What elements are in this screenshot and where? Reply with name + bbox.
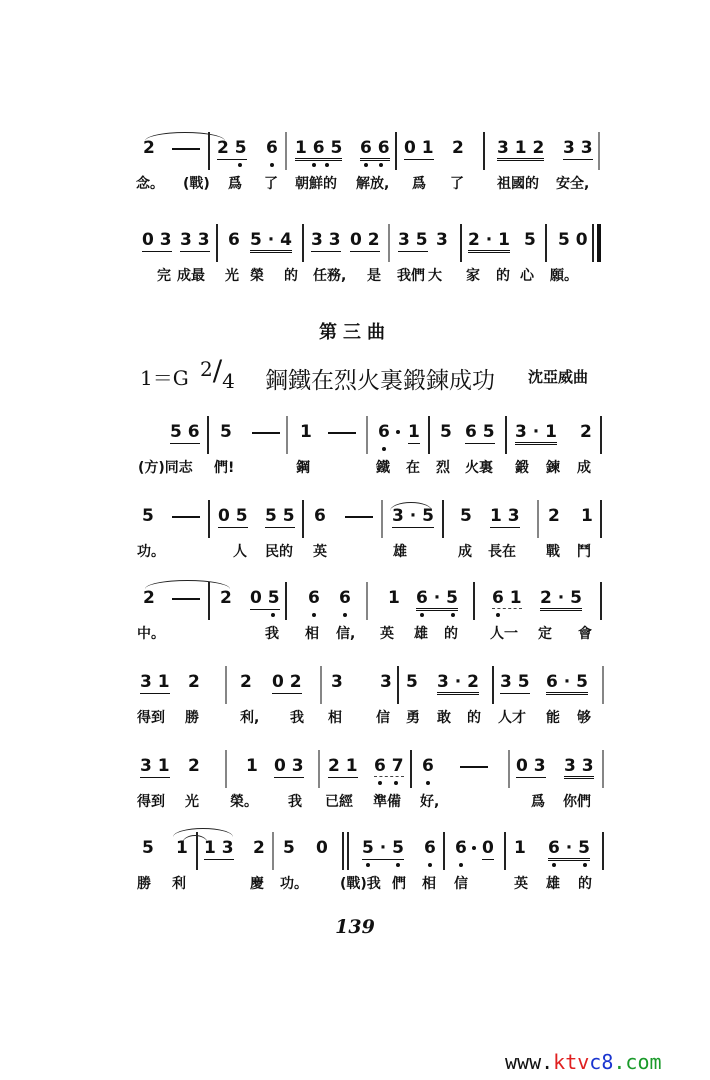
lyric: 了	[450, 176, 464, 192]
lyric: 安全,	[556, 176, 590, 192]
lyric: 勝	[185, 710, 199, 726]
lyric: 鬥	[577, 544, 591, 560]
lyric: 得到	[137, 794, 165, 810]
note: 2	[253, 838, 265, 858]
lyric: 英	[380, 626, 394, 642]
low-octave-dot	[238, 163, 242, 167]
composer: 沈亞威曲	[528, 368, 589, 386]
barline	[410, 750, 412, 788]
note: 3	[380, 672, 392, 692]
lyric: 我們	[397, 268, 425, 284]
low-octave-dot	[325, 163, 329, 167]
low-octave-dot	[312, 163, 316, 167]
lyric: 我	[288, 794, 302, 810]
barline	[302, 224, 304, 262]
note-group: 6 · 5	[546, 672, 588, 695]
lyric: 在	[406, 460, 420, 476]
barline	[504, 832, 506, 870]
time-signature-top: 2	[200, 357, 213, 381]
note: 2	[188, 672, 200, 692]
note: 6	[228, 230, 240, 250]
lyric: 相	[305, 626, 319, 642]
note: 6	[378, 422, 390, 442]
barline	[366, 416, 368, 454]
note: 6	[422, 756, 434, 776]
lyric: 火裏	[465, 460, 493, 476]
barline	[225, 750, 227, 788]
note-group: 3 · 5	[392, 506, 434, 526]
lyric: 祖國的	[497, 176, 539, 192]
lyric: 的	[284, 268, 298, 284]
watermark-c8: c8	[589, 1050, 614, 1074]
low-octave-dot	[271, 613, 275, 617]
notation	[0, 580, 710, 620]
low-octave-dot	[378, 781, 382, 785]
barline	[208, 500, 210, 538]
lyric: 念。	[136, 176, 164, 192]
lyric: 你們	[563, 794, 591, 810]
watermark	[505, 1050, 662, 1074]
note: 5	[142, 506, 154, 526]
lyric: 利,	[240, 710, 260, 726]
note: 3	[331, 672, 343, 692]
note: 1	[246, 756, 258, 776]
notation	[0, 664, 710, 704]
lyric: 心	[520, 268, 534, 284]
note: 6	[339, 588, 351, 608]
barline	[598, 132, 600, 170]
note: 2	[220, 588, 232, 608]
note-group: 2 · 1	[468, 230, 510, 253]
lyric: 準備	[373, 794, 401, 810]
lyric: 鍊	[546, 460, 560, 476]
lyric: 願。	[550, 268, 578, 284]
lyric: 的	[444, 626, 458, 642]
note: 2	[188, 756, 200, 776]
note-group: 5 · 5	[362, 838, 404, 858]
lyric: 能	[546, 710, 560, 726]
note-group: 6 1	[492, 588, 522, 608]
low-octave-dot	[428, 863, 432, 867]
lyric: 鐵	[376, 460, 390, 476]
note-group: 6 5	[465, 422, 495, 442]
barline	[443, 832, 445, 870]
lyric: 是	[367, 268, 381, 284]
note-group: 3 3	[564, 756, 594, 779]
lyric: (戰)我	[340, 876, 381, 892]
low-octave-dot	[496, 613, 500, 617]
barline	[545, 224, 547, 262]
note-group: 1 3	[490, 506, 520, 526]
lyric: 信	[454, 876, 468, 892]
note-group: 5 0	[558, 230, 588, 250]
lyric: 們!	[214, 460, 235, 476]
lyric: 信	[376, 710, 390, 726]
barline	[366, 582, 368, 620]
dash	[172, 148, 200, 150]
note-group: 5 · 4	[250, 230, 292, 253]
note-group: 0 3	[274, 756, 304, 776]
note-group: 5 5	[265, 506, 295, 526]
lyric: 相	[422, 876, 436, 892]
lyrics	[0, 624, 710, 650]
lyric: 成	[458, 544, 472, 560]
note: 2	[580, 422, 592, 442]
note: 6	[424, 838, 436, 858]
lyric: 成	[577, 460, 591, 476]
barline	[381, 500, 383, 538]
note: 2	[240, 672, 252, 692]
barline	[395, 132, 397, 170]
barline	[342, 832, 344, 870]
note-group: 2 5	[217, 138, 247, 158]
low-octave-dot	[420, 613, 424, 617]
note-group: 1 3	[204, 838, 234, 858]
lyrics	[0, 874, 710, 900]
barline	[537, 500, 539, 538]
note: 5	[406, 672, 418, 692]
note-group: 5 6	[170, 422, 200, 442]
low-octave-dot	[382, 447, 386, 451]
note-group: 3 3	[180, 230, 210, 250]
barline	[483, 132, 485, 170]
barline	[272, 832, 274, 870]
note: 6	[266, 138, 278, 158]
note: 6	[308, 588, 320, 608]
low-octave-dot	[366, 863, 370, 867]
lyrics	[0, 266, 710, 292]
low-octave-dot	[583, 863, 587, 867]
low-octave-dot	[396, 863, 400, 867]
lyric: 爲	[412, 176, 426, 192]
note-group: 0 1	[404, 138, 434, 158]
barline	[318, 750, 320, 788]
note: 1	[581, 506, 593, 526]
note: 5	[524, 230, 536, 250]
low-octave-dot	[552, 863, 556, 867]
lyric: 得到	[137, 710, 165, 726]
low-octave-dot	[379, 163, 383, 167]
note-group: 3 3	[311, 230, 341, 250]
note-group: 0 2	[272, 672, 302, 692]
barline	[208, 132, 210, 170]
lyric: 任務,	[313, 268, 347, 284]
notation	[0, 222, 710, 262]
lyric: 雄	[546, 876, 560, 892]
barline	[302, 500, 304, 538]
lyric: 完	[157, 268, 171, 284]
slur	[145, 132, 225, 141]
augmentation-dot	[396, 430, 400, 434]
low-octave-dot	[459, 863, 463, 867]
time-signature-slash: /	[212, 354, 223, 387]
final-barline	[597, 224, 601, 262]
lyric: 成最	[177, 268, 205, 284]
lyric: 人才	[498, 710, 526, 726]
notation	[0, 130, 710, 170]
low-octave-dot	[270, 163, 274, 167]
note-group: 6 · 5	[416, 588, 458, 611]
lyric: 利	[172, 876, 186, 892]
note: 5	[460, 506, 472, 526]
lyric: 我	[290, 710, 304, 726]
barline	[602, 666, 604, 704]
low-octave-dot	[312, 613, 316, 617]
barline	[388, 224, 390, 262]
barline	[600, 500, 602, 538]
lyric: 爲	[228, 176, 242, 192]
watermark-www: www.	[505, 1050, 554, 1074]
note: 0	[316, 838, 328, 858]
note: 1	[408, 422, 420, 442]
lyric: 已經	[325, 794, 353, 810]
note: 2	[143, 588, 155, 608]
note-group: 3 1	[140, 672, 170, 692]
note-group: 0 3	[516, 756, 546, 776]
lyric: 解放,	[356, 176, 390, 192]
lyric: 鋼	[296, 460, 310, 476]
lyric: 雄	[414, 626, 428, 642]
note: 5	[220, 422, 232, 442]
lyric: 信,	[336, 626, 356, 642]
note: 2	[143, 138, 155, 158]
key-signature: 1＝G	[140, 366, 189, 390]
dash	[172, 516, 200, 518]
lyric: 了	[264, 176, 278, 192]
low-octave-dot	[451, 613, 455, 617]
lyric: 人	[233, 544, 247, 560]
notation	[0, 830, 710, 870]
barline	[592, 224, 594, 262]
lyric: 烈	[436, 460, 450, 476]
lyric: 敢	[437, 710, 451, 726]
lyric: 民的	[265, 544, 293, 560]
note: 5	[440, 422, 452, 442]
note: 1	[514, 838, 526, 858]
dash	[345, 516, 373, 518]
watermark-ktv: ktv	[553, 1050, 590, 1074]
note-group: 0 5	[250, 588, 280, 608]
time-signature	[200, 354, 235, 393]
lyrics	[0, 708, 710, 734]
notation	[0, 748, 710, 788]
lyric: 英	[514, 876, 528, 892]
lyric: 會	[578, 626, 592, 642]
lyric: 的	[467, 710, 481, 726]
barline	[320, 666, 322, 704]
note-group: 3 1	[140, 756, 170, 776]
barline	[286, 416, 288, 454]
note-group: 3 · 2	[437, 672, 479, 695]
low-octave-dot	[426, 781, 430, 785]
slur	[173, 828, 233, 837]
augmentation-dot	[472, 846, 476, 850]
lyric: (戰)	[183, 176, 210, 192]
lyrics	[0, 542, 710, 568]
barline	[196, 832, 198, 870]
lyric: 光	[225, 268, 239, 284]
note: 5	[142, 838, 154, 858]
lyric: 英	[313, 544, 327, 560]
notation	[0, 498, 710, 538]
note-group: 2 1	[328, 756, 358, 776]
note: 0	[482, 838, 494, 858]
barline	[600, 416, 602, 454]
note: 5	[283, 838, 295, 858]
lyric: 爲	[531, 794, 545, 810]
barline	[492, 666, 494, 704]
dash	[252, 432, 280, 434]
barline	[442, 500, 444, 538]
lyric: 好,	[420, 794, 440, 810]
lyric: 光	[185, 794, 199, 810]
note-group: 3 3	[563, 138, 593, 158]
song-title: 鋼鐵在烈火裏鍛鍊成功	[265, 368, 495, 394]
lyrics	[0, 458, 710, 484]
lyric: 勇	[406, 710, 420, 726]
notation	[0, 414, 710, 454]
watermark-com: .com	[613, 1050, 662, 1074]
barline	[207, 416, 209, 454]
low-octave-dot	[364, 163, 368, 167]
lyric: 家	[466, 268, 480, 284]
note: 1	[388, 588, 400, 608]
lyric: 朝鮮的	[295, 176, 337, 192]
lyric: 的	[496, 268, 510, 284]
lyric: 功。	[137, 544, 165, 560]
note: 1	[300, 422, 312, 442]
page-number: 139	[335, 916, 375, 938]
note-group: 3 · 1	[515, 422, 557, 445]
lyric: 慶	[250, 876, 264, 892]
lyrics	[0, 174, 710, 200]
barline	[285, 582, 287, 620]
note-group: 6 · 5	[548, 838, 590, 861]
section-label: 第三曲	[319, 322, 391, 343]
note: 3	[436, 230, 448, 250]
lyric: 長在	[488, 544, 516, 560]
low-octave-dot	[394, 781, 398, 785]
barline	[473, 582, 475, 620]
note-group: 3 5	[500, 672, 530, 692]
lyric: 功。	[280, 876, 308, 892]
note-group: 3 5	[398, 230, 428, 250]
note-group: 0 3	[142, 230, 172, 250]
note-group: 0 5	[218, 506, 248, 526]
note-group: 6 7	[374, 756, 404, 776]
barline	[600, 582, 602, 620]
barline	[602, 750, 604, 788]
dash	[460, 766, 488, 768]
lyric: 戰	[546, 544, 560, 560]
time-signature-bottom: 4	[222, 369, 235, 393]
lyric: 大	[428, 268, 442, 284]
note-group: 3 1 2	[497, 138, 544, 161]
barline	[397, 666, 399, 704]
lyric: 鍛	[515, 460, 529, 476]
barline	[347, 832, 349, 870]
note-group: 2 · 5	[540, 588, 582, 611]
barline	[460, 224, 462, 262]
lyrics	[0, 792, 710, 818]
note: 2	[452, 138, 464, 158]
lyric: 勝	[137, 876, 151, 892]
barline	[602, 832, 604, 870]
note: 1	[176, 838, 188, 858]
lyric: 人一	[490, 626, 518, 642]
barline	[208, 582, 210, 620]
barline	[508, 750, 510, 788]
note: 2	[548, 506, 560, 526]
barline	[225, 666, 227, 704]
dash	[172, 598, 200, 600]
lyric: (方)同志	[138, 460, 193, 476]
lyric: 相	[328, 710, 342, 726]
lyric: 定	[538, 626, 552, 642]
lyric: 中。	[137, 626, 165, 642]
low-octave-dot	[343, 613, 347, 617]
lyric: 榮。	[230, 794, 258, 810]
lyric: 們	[392, 876, 406, 892]
note: 6	[455, 838, 467, 858]
barline	[428, 416, 430, 454]
note-group: 1 6 5	[295, 138, 342, 161]
lyric: 的	[578, 876, 592, 892]
slur	[145, 580, 230, 589]
note-group: 6 6	[360, 138, 390, 161]
barline	[285, 132, 287, 170]
lyric: 榮	[250, 268, 264, 284]
dash	[328, 432, 356, 434]
lyric: 雄	[393, 544, 407, 560]
note-group: 0 2	[350, 230, 380, 250]
barline	[505, 416, 507, 454]
lyric: 我	[265, 626, 279, 642]
lyric: 够	[577, 710, 591, 726]
note: 6	[314, 506, 326, 526]
barline	[216, 224, 218, 262]
